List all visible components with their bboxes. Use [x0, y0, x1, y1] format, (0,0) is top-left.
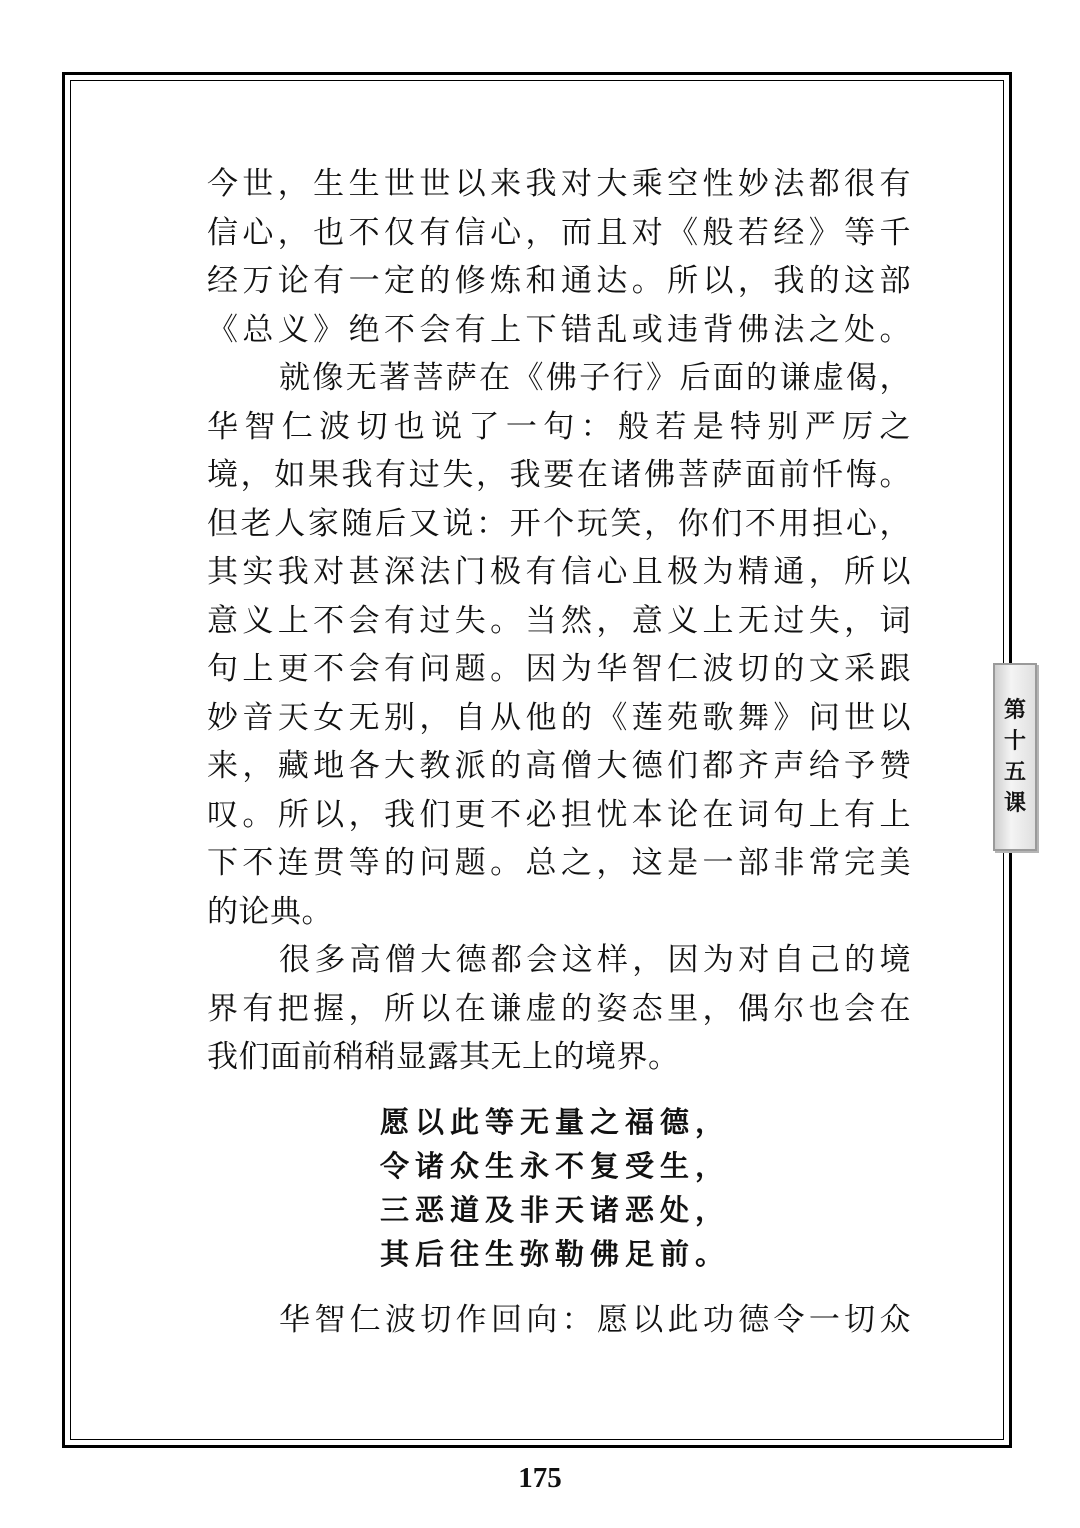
chapter-tab-char: 第 — [1003, 697, 1026, 723]
verse-line: 愿以此等无量之福德， — [380, 1105, 731, 1139]
chapter-tab-char: 课 — [1003, 790, 1026, 816]
body-line: 界有把握，所以在谦虚的姿态里，偶尔也会在 — [207, 990, 911, 1027]
verse-line: 令诸众生永不复受生， — [380, 1149, 731, 1183]
body-line: 的论典。 — [207, 893, 333, 930]
chapter-tab-label — [995, 695, 1035, 819]
body-line: 意义上不会有过失。当然，意义上无过失，词 — [207, 602, 911, 639]
verse-line: 其后往生弥勒佛足前。 — [380, 1237, 731, 1271]
body-line: 下不连贯等的问题。总之，这是一部非常完美 — [207, 845, 911, 881]
body-line: 妙音天女无别，自从他的《莲苑歌舞》问世以 — [207, 699, 911, 736]
closing-line: 华智仁波切作回向：愿以此功德令一切众 — [279, 1302, 911, 1338]
body-line: 经万论有一定的修炼和通达。所以，我的这部 — [207, 263, 911, 299]
body-text — [207, 160, 911, 1082]
chapter-tab-char: 十 — [1003, 728, 1026, 754]
body-line: 今世，生生世世以来我对大乘空性妙法都很有 — [207, 166, 911, 202]
body-line: 句上更不会有问题。因为华智仁波切的文采跟 — [207, 651, 911, 687]
body-line: 信心，也不仅有信心，而且对《般若经》等千 — [207, 214, 911, 251]
body-line: 但老人家随后又说：开个玩笑，你们不用担心， — [207, 505, 911, 542]
body-line: 其实我对甚深法门极有信心且极为精通，所以 — [207, 554, 911, 590]
body-line: 就像无著菩萨在《佛子行》后面的谦虚偈， — [279, 360, 911, 396]
page-number: 175 — [518, 1462, 562, 1494]
body-line: 来，藏地各大教派的高僧大德们都齐声给予赞 — [207, 748, 911, 784]
body-line: 华智仁波切也说了一句：般若是特别严厉之 — [207, 408, 911, 445]
body-line: 很多高僧大德都会这样，因为对自己的境 — [279, 942, 911, 978]
body-line: 境，如果我有过失，我要在诸佛菩萨面前忏悔。 — [207, 457, 911, 493]
chapter-tab-char: 五 — [1003, 759, 1026, 785]
verse-line: 三恶道及非天诸恶处， — [380, 1193, 731, 1227]
body-line: 叹。所以，我们更不必担忧本论在词句上有上 — [207, 796, 911, 833]
chapter-tab — [993, 663, 1037, 851]
body-line: 《总义》绝不会有上下错乱或违背佛法之处。 — [207, 311, 911, 348]
body-line: 我们面前稍稍显露其无上的境界。 — [207, 1039, 680, 1075]
dedication-verse — [380, 1100, 731, 1276]
